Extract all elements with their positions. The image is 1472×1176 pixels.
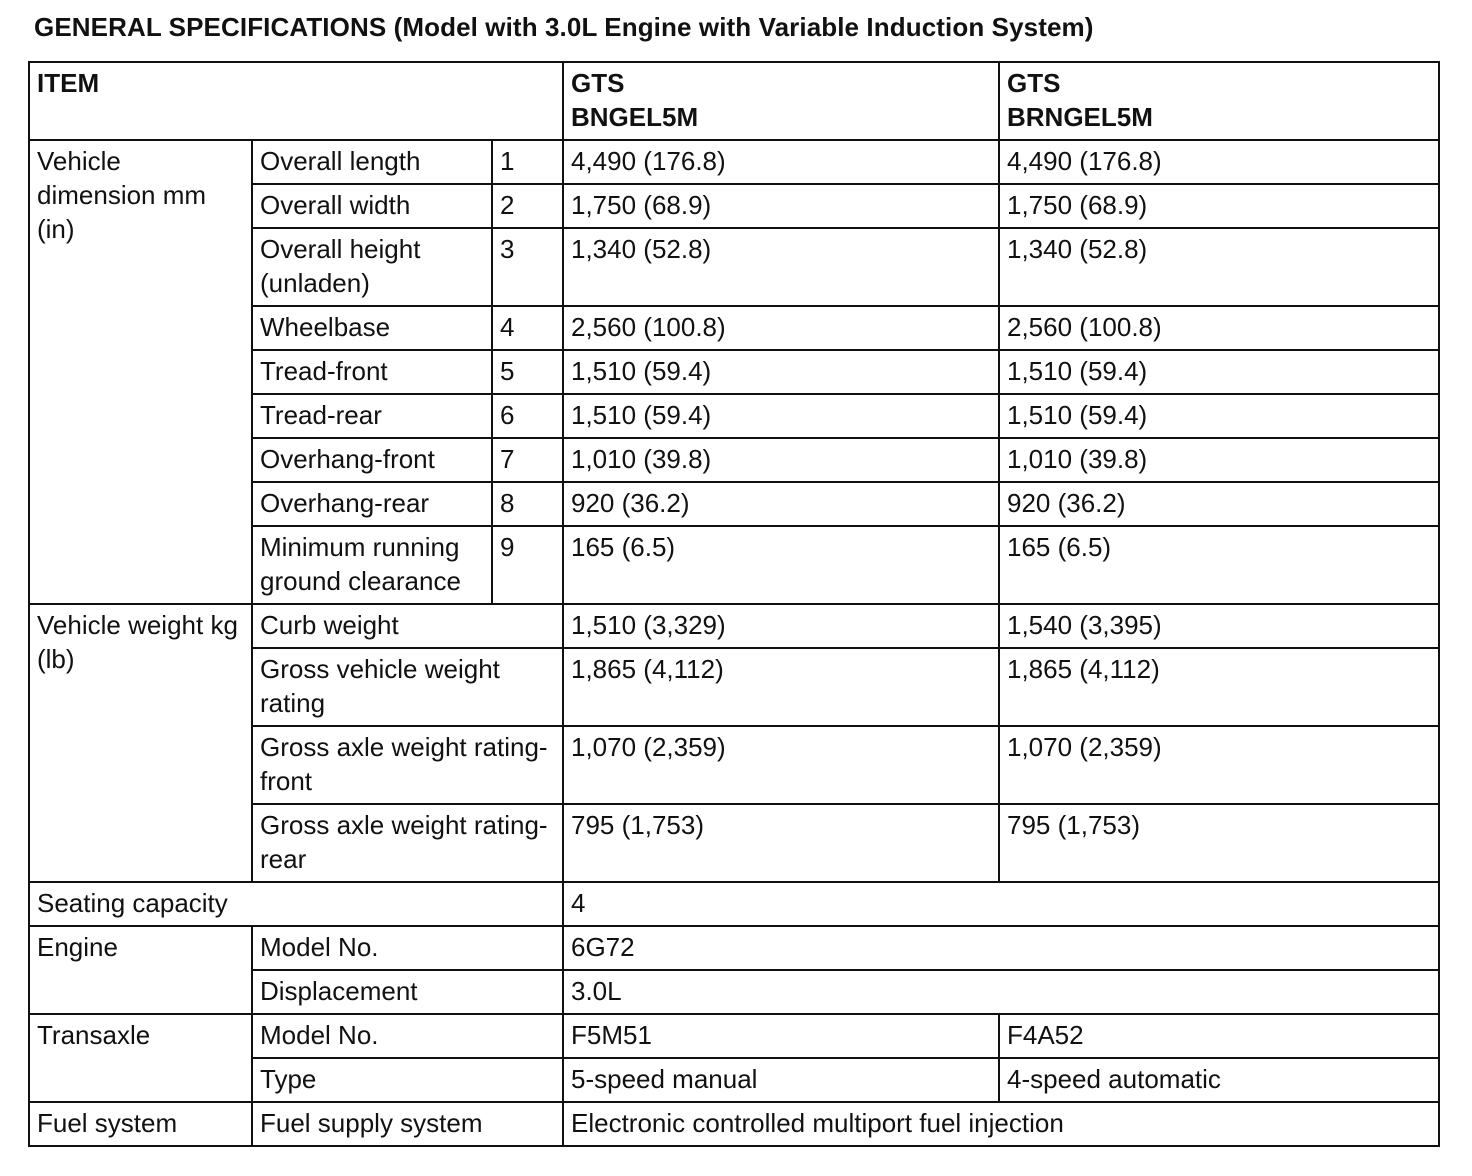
row-number: 3 [492,228,563,306]
row-number: 5 [492,350,563,394]
value-col1: 795 (1,753) [563,804,999,882]
table-row [29,1014,1439,1058]
row-label: Model No. [252,926,563,970]
dimension-group-label: Vehicle dimension mm (in) [29,140,252,604]
value-col2: 1,865 (4,112) [999,648,1439,726]
value-col2: 1,510 (59.4) [999,394,1439,438]
value-col1: 1,510 (59.4) [563,350,999,394]
row-number: 1 [492,140,563,184]
row-label: Overall width [252,184,492,228]
row-number: 2 [492,184,563,228]
value-col2: 1,510 (59.4) [999,350,1439,394]
value-col1: 1,510 (3,329) [563,604,999,648]
specifications-table [28,61,1440,1147]
row-label: Gross axle weight rating-rear [252,804,563,882]
row-label: Type [252,1058,563,1102]
row-label: Tread-front [252,350,492,394]
value-col2: 1,070 (2,359) [999,726,1439,804]
value-col1: 1,340 (52.8) [563,228,999,306]
value-col1: 920 (36.2) [563,482,999,526]
value-col2: 4,490 (176.8) [999,140,1439,184]
value-col2: F4A52 [999,1014,1439,1058]
value-col2: 4-speed automatic [999,1058,1439,1102]
row-number: 7 [492,438,563,482]
value-col2: 1,750 (68.9) [999,184,1439,228]
engine-model-value: 6G72 [563,926,1439,970]
value-col1: 2,560 (100.8) [563,306,999,350]
value-col2: 1,540 (3,395) [999,604,1439,648]
row-label: Overall length [252,140,492,184]
value-col1: 1,510 (59.4) [563,394,999,438]
value-col1: 5-speed manual [563,1058,999,1102]
value-col1: 1,865 (4,112) [563,648,999,726]
weight-group-label: Vehicle weight kg (lb) [29,604,252,882]
row-label: Overhang-rear [252,482,492,526]
value-col1: 165 (6.5) [563,526,999,604]
row-number: 6 [492,394,563,438]
table-row [29,1102,1439,1146]
value-col1: 1,750 (68.9) [563,184,999,228]
table-row [29,140,1439,184]
value-col2: 1,340 (52.8) [999,228,1439,306]
row-label: Minimum running ground clearance [252,526,492,604]
row-label: Tread-rear [252,394,492,438]
row-number: 9 [492,526,563,604]
row-label: Overhang-front [252,438,492,482]
value-col1: 1,070 (2,359) [563,726,999,804]
row-label: Fuel supply system [252,1102,563,1146]
row-label: Curb weight [252,604,563,648]
table-row [29,882,1439,926]
value-col1: 1,010 (39.8) [563,438,999,482]
row-number: 8 [492,482,563,526]
fuel-group-label: Fuel system [29,1102,252,1146]
row-label: Displacement [252,970,563,1014]
row-number: 4 [492,306,563,350]
table-row [29,926,1439,970]
value-col2: 1,010 (39.8) [999,438,1439,482]
value-col2: 165 (6.5) [999,526,1439,604]
row-label: Model No. [252,1014,563,1058]
header-col2-cell: GTS BRNGEL5M [999,62,1439,140]
seating-value: 4 [563,882,1439,926]
row-label: Gross vehicle weight rating [252,648,563,726]
value-col2: 795 (1,753) [999,804,1439,882]
header-item-cell: ITEM [29,62,563,140]
row-label: Overall height (unladen) [252,228,492,306]
header-row [29,62,1439,140]
value-col2: 920 (36.2) [999,482,1439,526]
transaxle-group-label: Transaxle [29,1014,252,1102]
engine-group-label: Engine [29,926,252,1014]
document-title: GENERAL SPECIFICATIONS (Model with 3.0L Engine with Variable Induction System) [34,12,1094,42]
value-col1: F5M51 [563,1014,999,1058]
value-col1: 4,490 (176.8) [563,140,999,184]
fuel-value: Electronic controlled multiport fuel injection [563,1102,1439,1146]
engine-displacement-value: 3.0L [563,970,1439,1014]
value-col2: 2,560 (100.8) [999,306,1439,350]
header-col1-cell: GTS BNGEL5M [563,62,999,140]
seating-label: Seating capacity [29,882,563,926]
table-row [29,604,1439,648]
row-label: Wheelbase [252,306,492,350]
row-label: Gross axle weight rating-front [252,726,563,804]
